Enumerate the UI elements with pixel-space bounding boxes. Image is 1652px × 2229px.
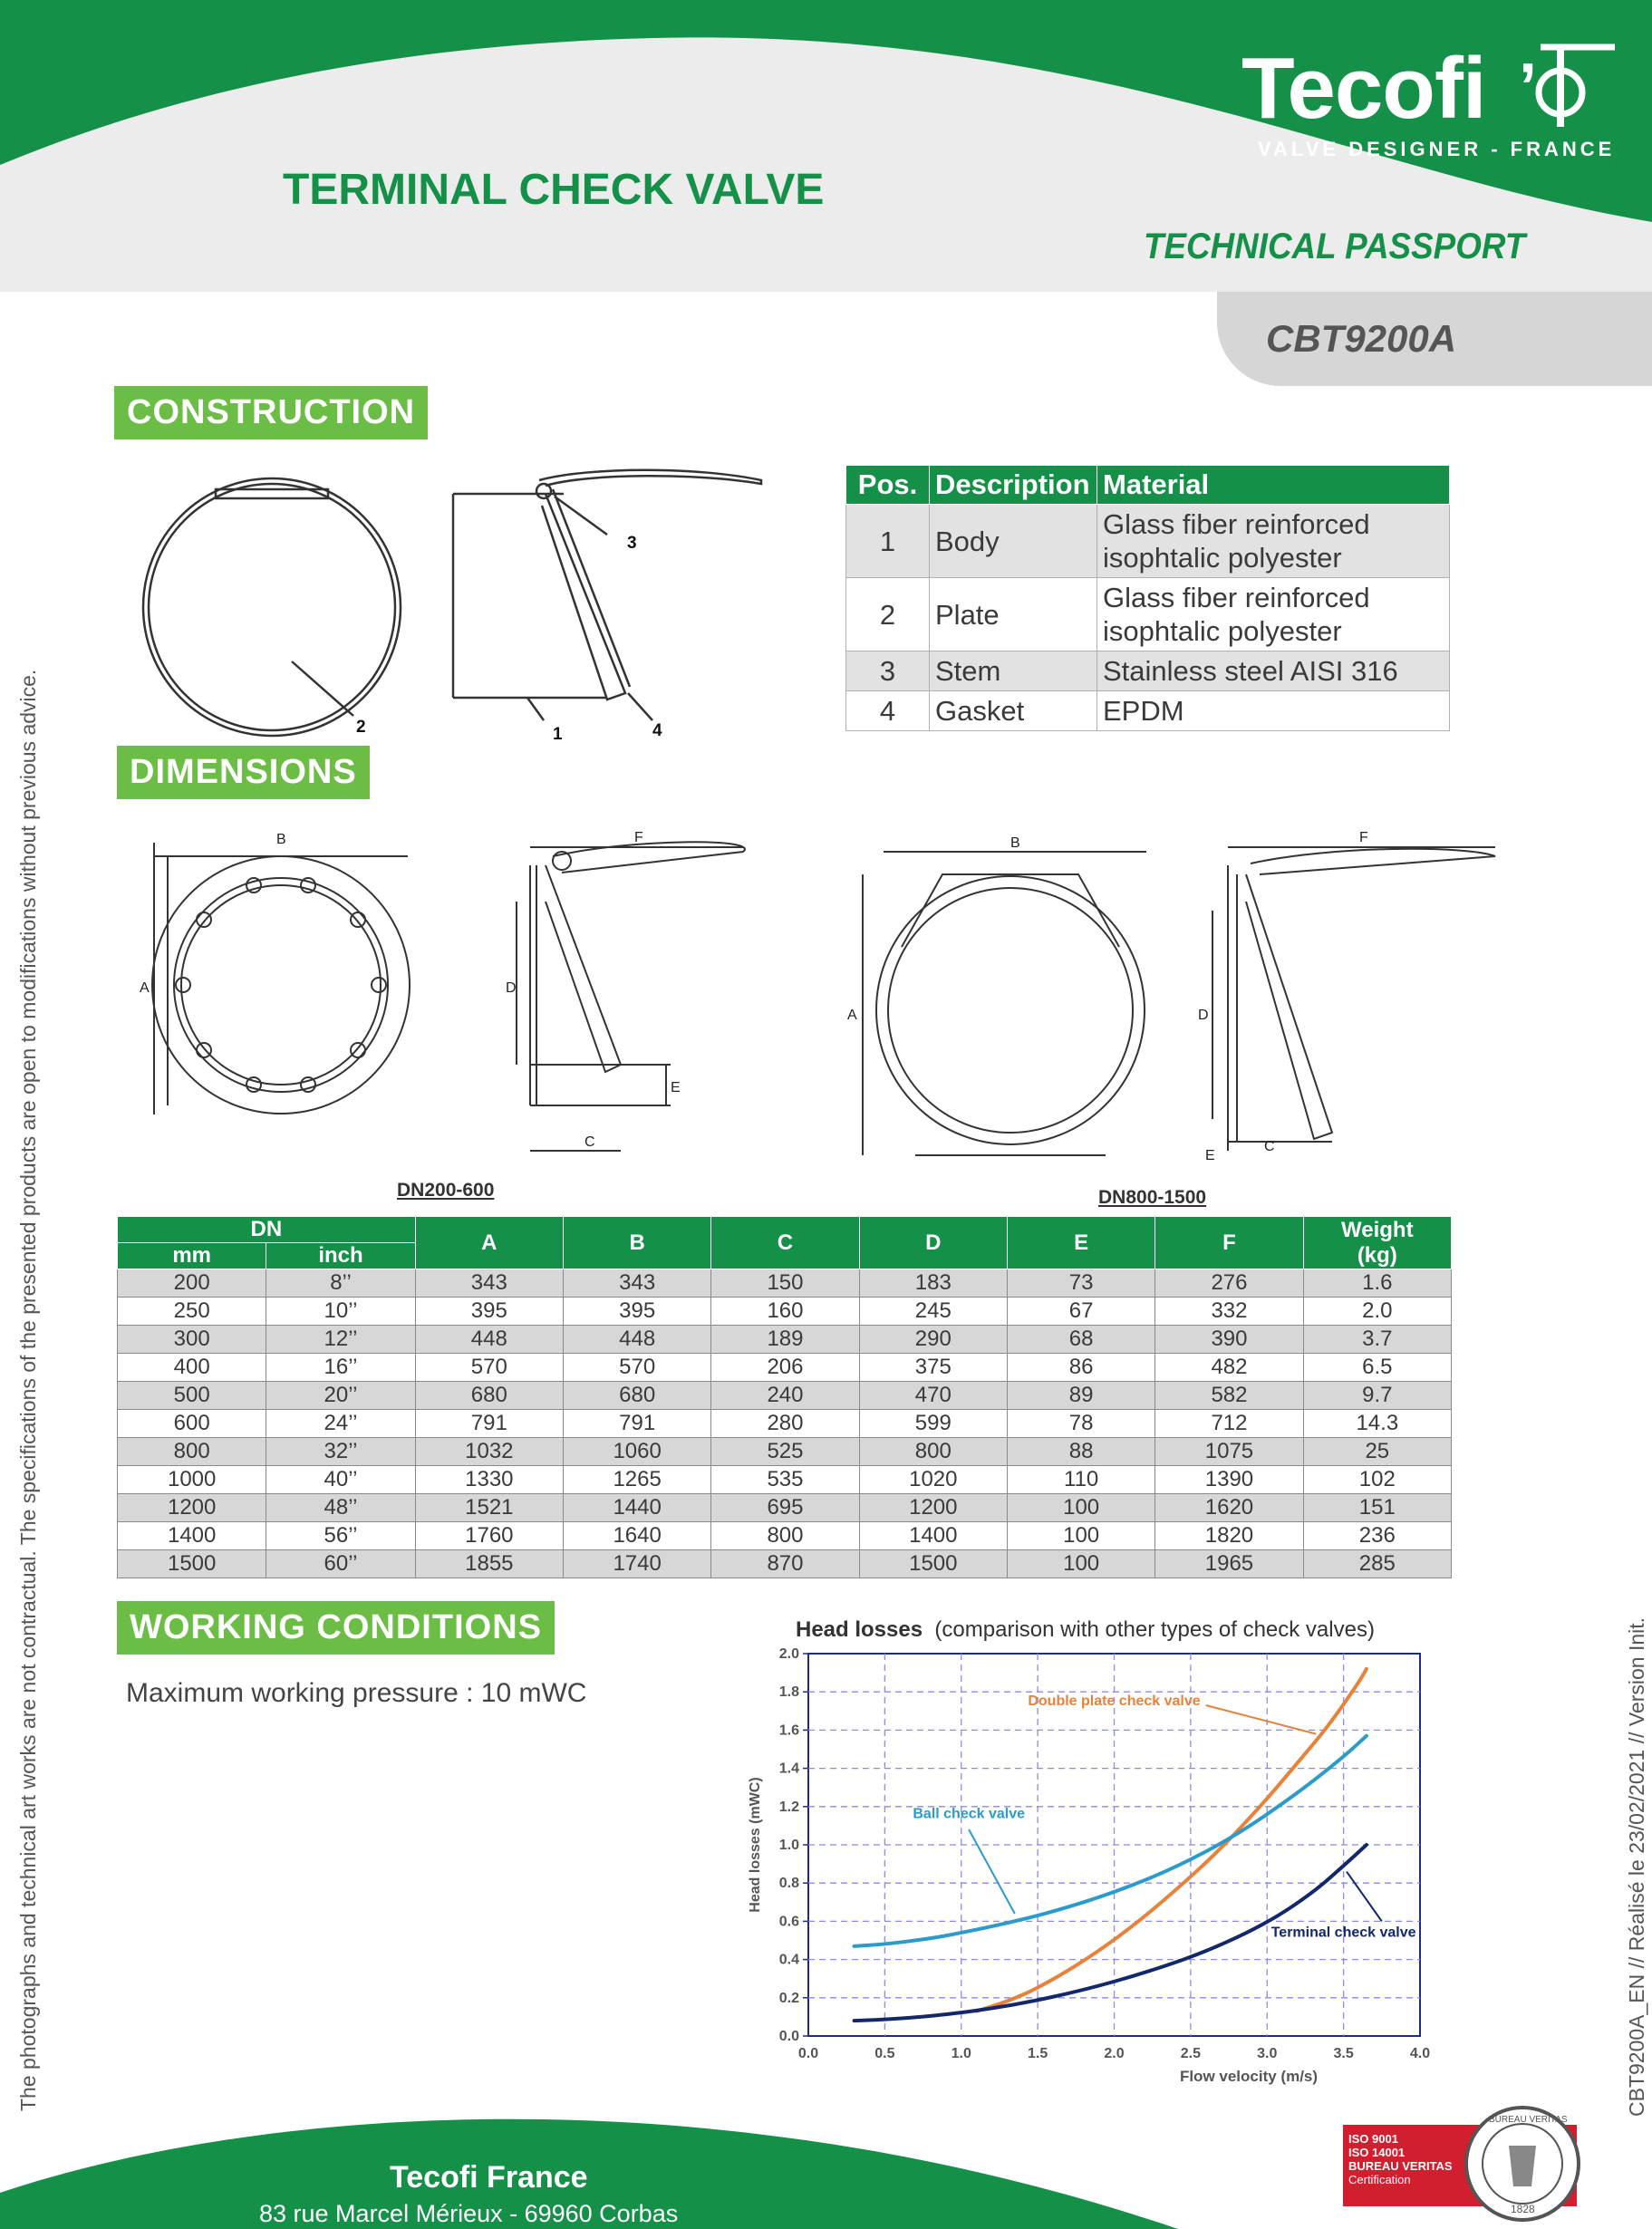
table-row xyxy=(846,578,1450,651)
table-cell: 1.6 xyxy=(1303,1269,1451,1298)
x-tick-label: 1.0 xyxy=(951,2046,971,2061)
table-cell: 1500 xyxy=(859,1550,1007,1578)
cell-pos: 2 xyxy=(846,578,930,651)
cell-material: Glass fiber reinforced isophtalic polyester xyxy=(1097,505,1450,578)
cell-description: Gasket xyxy=(930,691,1097,731)
table-cell: 48’’ xyxy=(266,1494,415,1522)
chart-subtitle: (comparison with other types of check valves) xyxy=(934,1617,1375,1642)
table-cell: 245 xyxy=(859,1298,1007,1326)
table-cell: 1760 xyxy=(415,1522,563,1550)
working-conditions-label: WORKING CONDITIONS xyxy=(117,1601,555,1655)
dim-letter-b-large: B xyxy=(1010,835,1020,851)
table-cell: 100 xyxy=(1007,1550,1154,1578)
table-cell: 200 xyxy=(118,1269,266,1298)
table-cell: 86 xyxy=(1007,1354,1154,1382)
cell-description: Plate xyxy=(930,578,1097,651)
table-cell: 800 xyxy=(118,1438,266,1466)
table-cell: 250 xyxy=(118,1298,266,1326)
table-cell: 1020 xyxy=(859,1466,1007,1494)
table-cell: 1855 xyxy=(415,1550,563,1578)
table-row xyxy=(846,651,1450,691)
col-c: C xyxy=(711,1217,859,1269)
cert-iso9001: ISO 9001 xyxy=(1348,2132,1398,2146)
table-cell: 151 xyxy=(1303,1494,1451,1522)
table-cell: 40’’ xyxy=(266,1466,415,1494)
brand-name: Tecofi xyxy=(1241,40,1486,137)
x-tick-label: 4.0 xyxy=(1409,2046,1431,2061)
table-cell: 78 xyxy=(1007,1410,1154,1438)
table-cell: 390 xyxy=(1155,1326,1303,1354)
table-cell: 535 xyxy=(711,1466,859,1494)
table-cell: 9.7 xyxy=(1303,1382,1451,1410)
table-cell: 16’’ xyxy=(266,1354,415,1382)
table-cell: 8’’ xyxy=(266,1269,415,1298)
table-cell: 395 xyxy=(563,1298,710,1326)
dim-letter-c-large: C xyxy=(1264,1139,1275,1154)
table-cell: 1060 xyxy=(563,1438,710,1466)
col-dn: DN xyxy=(118,1217,416,1243)
dimensions-label: DIMENSIONS xyxy=(117,746,370,799)
x-tick-label: 3.5 xyxy=(1333,2046,1354,2061)
table-cell: 1500 xyxy=(118,1550,266,1578)
col-inch: inch xyxy=(266,1243,415,1269)
y-tick-label: 1.0 xyxy=(778,1838,799,1853)
seal-text: BUREAU VERITAS xyxy=(1489,2115,1568,2125)
table-cell: 1640 xyxy=(563,1522,710,1550)
brand-logo xyxy=(1241,40,1622,170)
table-cell: 236 xyxy=(1303,1522,1451,1550)
table-cell: 375 xyxy=(859,1354,1007,1382)
table-cell: 1075 xyxy=(1155,1438,1303,1466)
col-f: F xyxy=(1155,1217,1303,1269)
table-cell: 20’’ xyxy=(266,1382,415,1410)
table-cell: 14.3 xyxy=(1303,1410,1451,1438)
table-cell: 206 xyxy=(711,1354,859,1382)
materials-table xyxy=(845,465,1450,731)
table-cell: 300 xyxy=(118,1326,266,1354)
callout-4: 4 xyxy=(652,721,662,740)
chart-title-row xyxy=(796,1617,1375,1643)
table-cell: 791 xyxy=(563,1410,710,1438)
table-cell: 1521 xyxy=(415,1494,563,1522)
table-cell: 870 xyxy=(711,1550,859,1578)
cell-pos: 3 xyxy=(846,651,930,691)
table-cell: 470 xyxy=(859,1382,1007,1410)
table-cell: 1000 xyxy=(118,1466,266,1494)
col-description: Description xyxy=(930,466,1097,505)
callout-1: 1 xyxy=(553,725,563,744)
cell-pos: 4 xyxy=(846,691,930,731)
footer-company: Tecofi France xyxy=(390,2160,588,2195)
table-cell: 599 xyxy=(859,1410,1007,1438)
y-tick-label: 0.2 xyxy=(778,1990,799,2006)
table-cell: 482 xyxy=(1155,1354,1303,1382)
table-row xyxy=(118,1269,1452,1298)
table-cell: 6.5 xyxy=(1303,1354,1451,1382)
brand-tagline: VALVE DESIGNER - FRANCE xyxy=(1258,138,1616,160)
y-tick-label: 0.4 xyxy=(778,1952,799,1968)
table-cell: 1400 xyxy=(859,1522,1007,1550)
table-cell: 73 xyxy=(1007,1269,1154,1298)
table-cell: 1440 xyxy=(563,1494,710,1522)
dim-letter-e: E xyxy=(671,1080,681,1095)
table-cell: 1200 xyxy=(859,1494,1007,1522)
dimensions-drawing xyxy=(127,820,1522,1210)
model-code: CBT9200A xyxy=(1266,317,1457,360)
table-cell: 343 xyxy=(415,1269,563,1298)
chart-title: Head losses xyxy=(796,1617,923,1642)
table-cell: 10’’ xyxy=(266,1298,415,1326)
x-axis-label: Flow velocity (m/s) xyxy=(1179,2068,1319,2085)
table-row xyxy=(118,1326,1452,1354)
head-loss-chart xyxy=(743,1645,1450,2098)
table-cell: 570 xyxy=(415,1354,563,1382)
label-terminal: Terminal check valve xyxy=(1270,1925,1416,1941)
side-note-left: The photographs and technical art works are not contractual. The specifications of the presented products are open to modifications without previous advice. xyxy=(16,669,40,2111)
table-cell: 88 xyxy=(1007,1438,1154,1466)
x-tick-label: 0.5 xyxy=(874,2046,895,2061)
cell-material: EPDM xyxy=(1097,691,1450,731)
dim-letter-e-large: E xyxy=(1205,1148,1215,1163)
table-row xyxy=(118,1382,1452,1410)
table-cell: 1965 xyxy=(1155,1550,1303,1578)
bureau-veritas-seal-icon xyxy=(1464,2100,1581,2227)
table-cell: 24’’ xyxy=(266,1410,415,1438)
table-cell: 3.7 xyxy=(1303,1326,1451,1354)
dim-letter-f-large: F xyxy=(1359,830,1368,845)
table-cell: 32’’ xyxy=(266,1438,415,1466)
x-tick-label: 2.5 xyxy=(1180,2046,1201,2061)
col-d: D xyxy=(859,1217,1007,1269)
table-cell: 290 xyxy=(859,1326,1007,1354)
col-b: B xyxy=(563,1217,710,1269)
table-row xyxy=(118,1354,1452,1382)
cell-description: Body xyxy=(930,505,1097,578)
callout-2: 2 xyxy=(356,718,366,737)
dimensions-table xyxy=(117,1216,1452,1578)
table-cell: 600 xyxy=(118,1410,266,1438)
table-cell: 680 xyxy=(415,1382,563,1410)
table-cell: 1265 xyxy=(563,1466,710,1494)
dim-letter-f: F xyxy=(634,830,643,845)
table-cell: 25 xyxy=(1303,1438,1451,1466)
table-cell: 67 xyxy=(1007,1298,1154,1326)
table-cell: 395 xyxy=(415,1298,563,1326)
table-cell: 240 xyxy=(711,1382,859,1410)
table-cell: 791 xyxy=(415,1410,563,1438)
col-e: E xyxy=(1007,1217,1154,1269)
cert-iso14001: ISO 14001 xyxy=(1348,2146,1406,2159)
table-cell: 285 xyxy=(1303,1550,1451,1578)
table-cell: 800 xyxy=(711,1522,859,1550)
table-cell: 448 xyxy=(415,1326,563,1354)
table-row xyxy=(118,1494,1452,1522)
table-cell: 100 xyxy=(1007,1522,1154,1550)
y-tick-label: 0.8 xyxy=(778,1876,799,1892)
col-a: A xyxy=(415,1217,563,1269)
dim-letter-d: D xyxy=(506,980,517,996)
table-row xyxy=(118,1410,1452,1438)
table-cell: 525 xyxy=(711,1438,859,1466)
table-cell: 1200 xyxy=(118,1494,266,1522)
dim-letter-a: A xyxy=(140,980,150,996)
table-cell: 712 xyxy=(1155,1410,1303,1438)
x-tick-label: 3.0 xyxy=(1257,2046,1278,2061)
table-cell: 332 xyxy=(1155,1298,1303,1326)
label-ball: Ball check valve xyxy=(913,1806,1026,1822)
caption-dn200-600: DN200-600 xyxy=(397,1180,495,1201)
dim-letter-d-large: D xyxy=(1198,1008,1209,1023)
table-cell: 276 xyxy=(1155,1269,1303,1298)
y-axis-label: Head losses (mWC) xyxy=(748,1777,763,1913)
table-cell: 1820 xyxy=(1155,1522,1303,1550)
y-tick-label: 2.0 xyxy=(778,1646,799,1662)
table-row xyxy=(118,1522,1452,1550)
table-cell: 570 xyxy=(563,1354,710,1382)
table-cell: 1330 xyxy=(415,1466,563,1494)
col-material: Material xyxy=(1097,466,1450,505)
table-cell: 2.0 xyxy=(1303,1298,1451,1326)
x-tick-label: 1.5 xyxy=(1028,2046,1048,2061)
table-cell: 56’’ xyxy=(266,1522,415,1550)
table-cell: 1390 xyxy=(1155,1466,1303,1494)
brand-mark-icon xyxy=(1513,43,1622,134)
col-weight: Weight (kg) xyxy=(1303,1217,1451,1269)
table-cell: 448 xyxy=(563,1326,710,1354)
table-cell: 1032 xyxy=(415,1438,563,1466)
dim-letter-c: C xyxy=(584,1134,595,1150)
side-note-right: CBT9200A_EN // Réalisé le 23/02/2021 // Version Init. xyxy=(1625,1616,1648,2117)
table-cell: 1740 xyxy=(563,1550,710,1578)
table-cell: 189 xyxy=(711,1326,859,1354)
table-cell: 1620 xyxy=(1155,1494,1303,1522)
table-cell: 183 xyxy=(859,1269,1007,1298)
table-cell: 110 xyxy=(1007,1466,1154,1494)
y-tick-label: 1.8 xyxy=(778,1684,799,1701)
doc-type: TECHNICAL PASSPORT xyxy=(1144,227,1526,266)
y-tick-label: 0.6 xyxy=(778,1914,799,1930)
max-pressure-text: Maximum working pressure : 10 mWC xyxy=(126,1678,587,1708)
table-cell: 680 xyxy=(563,1382,710,1410)
table-cell: 1400 xyxy=(118,1522,266,1550)
callout-3: 3 xyxy=(627,534,637,553)
y-tick-label: 1.6 xyxy=(778,1722,799,1739)
x-tick-label: 2.0 xyxy=(1104,2046,1125,2061)
table-cell: 695 xyxy=(711,1494,859,1522)
table-cell: 89 xyxy=(1007,1382,1154,1410)
table-row xyxy=(118,1438,1452,1466)
construction-label: CONSTRUCTION xyxy=(114,386,428,439)
cert-bv: BUREAU VERITAS xyxy=(1348,2159,1453,2173)
table-cell: 160 xyxy=(711,1298,859,1326)
y-tick-label: 0.0 xyxy=(778,2029,799,2044)
dim-letter-a-large: A xyxy=(847,1008,857,1023)
construction-drawing xyxy=(136,453,788,752)
table-cell: 100 xyxy=(1007,1494,1154,1522)
seal-year: 1828 xyxy=(1511,2203,1535,2215)
table-cell: 400 xyxy=(118,1354,266,1382)
table-cell: 343 xyxy=(563,1269,710,1298)
cell-description: Stem xyxy=(930,651,1097,691)
dim-letter-b: B xyxy=(276,832,286,847)
footer-address: 83 rue Marcel Mérieux - 69960 Corbas xyxy=(259,2200,679,2227)
table-cell: 800 xyxy=(859,1438,1007,1466)
table-row xyxy=(846,505,1450,578)
col-mm: mm xyxy=(118,1243,266,1269)
table-cell: 60’’ xyxy=(266,1550,415,1578)
table-row xyxy=(118,1298,1452,1326)
y-tick-label: 1.4 xyxy=(778,1761,799,1777)
caption-dn800-1500: DN800-1500 xyxy=(1098,1187,1207,1208)
y-tick-label: 1.2 xyxy=(778,1799,799,1815)
cert-label: Certification xyxy=(1348,2173,1411,2186)
dimensions-table-body xyxy=(118,1269,1452,1578)
table-cell: 500 xyxy=(118,1382,266,1410)
svg-text:’: ’ xyxy=(1519,51,1538,123)
doc-title: TERMINAL CHECK VALVE xyxy=(283,166,825,214)
table-row xyxy=(118,1550,1452,1578)
table-cell: 150 xyxy=(711,1269,859,1298)
table-row xyxy=(118,1466,1452,1494)
cell-material: Stainless steel AISI 316 xyxy=(1097,651,1450,691)
table-row xyxy=(846,691,1450,731)
table-cell: 68 xyxy=(1007,1326,1154,1354)
table-cell: 582 xyxy=(1155,1382,1303,1410)
table-cell: 280 xyxy=(711,1410,859,1438)
cell-material: Glass fiber reinforced isophtalic polyester xyxy=(1097,578,1450,651)
x-tick-label: 0.0 xyxy=(797,2046,819,2061)
cell-pos: 1 xyxy=(846,505,930,578)
col-pos: Pos. xyxy=(846,466,930,505)
table-cell: 12’’ xyxy=(266,1326,415,1354)
table-cell: 102 xyxy=(1303,1466,1451,1494)
label-double-plate: Double plate check valve xyxy=(1028,1693,1201,1709)
